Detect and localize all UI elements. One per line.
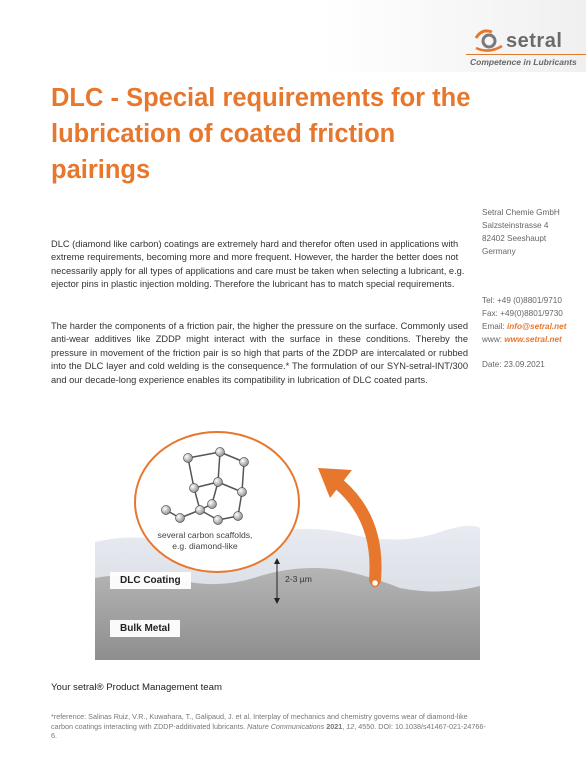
street: Salzsteinstrasse 4	[482, 221, 549, 230]
arrow-origin-dot	[372, 580, 379, 587]
email-line: Email: info@setral.net	[482, 322, 567, 331]
thickness-label: 2-3 µm	[285, 574, 312, 584]
bulk-metal-label: Bulk Metal	[110, 620, 180, 637]
document-date: Date: 23.09.2021	[482, 360, 545, 369]
email-link[interactable]: info@setral.net	[507, 322, 567, 331]
dlc-coating-label: DLC Coating	[110, 572, 191, 589]
city: 82402 Seeshaupt	[482, 234, 547, 243]
www-line: www: www.setral.net	[482, 335, 562, 344]
country: Germany	[482, 247, 516, 256]
phone: Tel: +49 (0)8801/9710	[482, 296, 562, 305]
reference-footnote: *reference: Salinas Ruiz, V.R., Kuwahara, T., Galipaud, J. et al. Interplay of mechanics and chemistry governs wear of diamond-like carbon coatings interacting with ZDDP-additivated lubricants. Nature Communications 2021, 12, 4550. DOI: 10.1038/s41467-021-24766-6.	[51, 712, 486, 741]
contact-sidebar	[482, 206, 586, 371]
paragraph-intro: DLC (diamond like carbon) coatings are extremely hard and therefor often used in applications with extreme requirements, becoming more and more frequent. However, the harder the better does not necessarily apply for all types of applications and care must be taken when selecting a lubricant, e.g. ejector pins in plastic injection molding. Therefore the lubricant has to match special requirements.	[51, 239, 465, 290]
company-name: Setral Chemie GmbH	[482, 208, 560, 217]
setral-logo-icon	[472, 24, 506, 54]
logo-tagline: Competence in Lubricants	[470, 57, 577, 67]
logo-word: setral	[506, 30, 563, 52]
signature: Your setral® Product Management team	[51, 682, 222, 693]
callout-caption: several carbon scaffolds, e.g. diamond-like	[157, 530, 253, 551]
logo-divider	[466, 54, 586, 55]
setral-logo	[466, 26, 586, 70]
page-title: DLC - Special requirements for the lubrication of coated friction pairings	[51, 84, 471, 184]
dlc-illustration	[0, 430, 586, 660]
website-link[interactable]: www.setral.net	[504, 335, 562, 344]
paragraph-zddp: The harder the components of a friction pair, the higher the pressure on the surface. Commonly used anti-wear additives like ZDDP might interact with the surface in these conditions. Thereby the pressure in movement of the friction pair is so high that parts of the ZDDP are intercalated or rubbed into the DLC layer and cold welding is the consequence.* The formulation of our SYN-setral-INT/300 and our decade-long experience enables its compatibility in lubrication of DLC coated parts.	[51, 321, 468, 385]
fax: Fax: +49(0)8801/9730	[482, 309, 563, 318]
